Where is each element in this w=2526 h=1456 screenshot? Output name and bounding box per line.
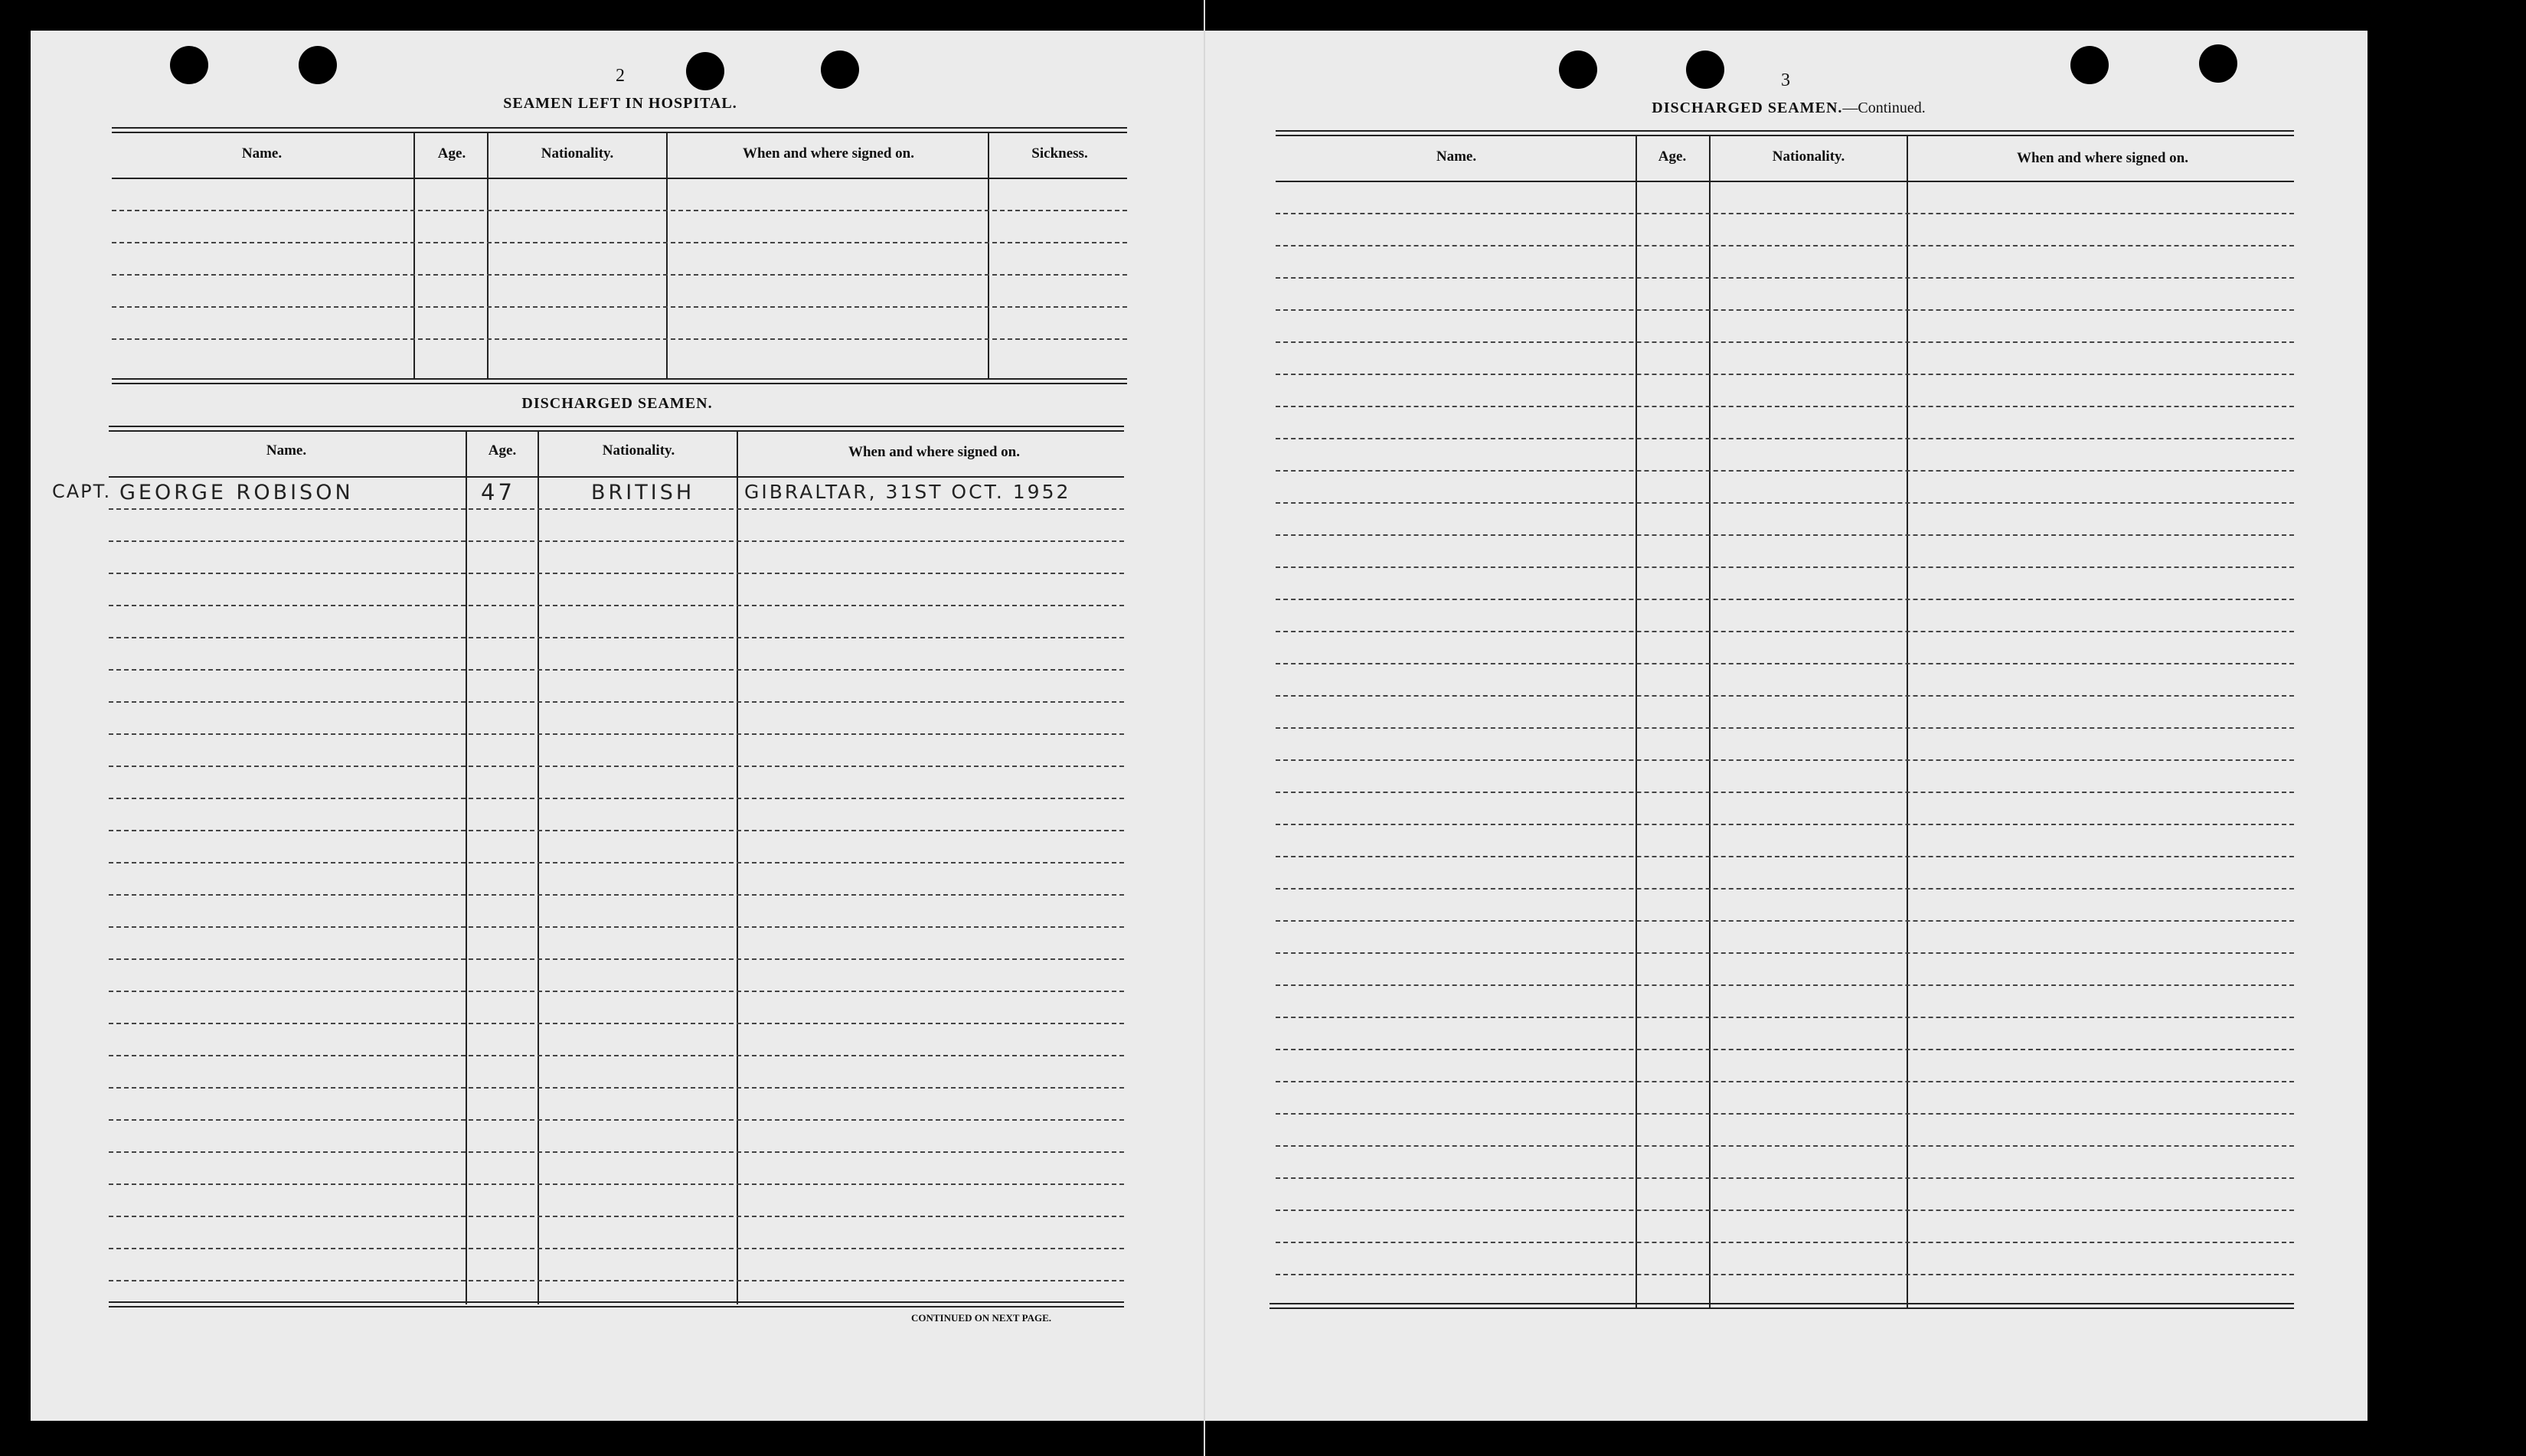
discharged-continued-title-main: DISCHARGED SEAMEN. bbox=[1652, 100, 1843, 116]
punch-hole bbox=[2070, 46, 2109, 84]
document-sheet bbox=[31, 31, 2368, 1421]
table-row bbox=[112, 306, 1127, 308]
punch-hole bbox=[686, 52, 724, 90]
table-row bbox=[112, 274, 1127, 276]
hospital-section-title: SEAMEN LEFT IN HOSPITAL. bbox=[503, 95, 737, 112]
hospital-col-age: Age. bbox=[437, 145, 466, 162]
page-number-left: 2 bbox=[616, 66, 625, 86]
name-cell: GEORGE ROBISON bbox=[119, 481, 354, 504]
punch-hole bbox=[2199, 44, 2237, 83]
continued-note: CONTINUED ON NEXT PAGE. bbox=[911, 1312, 1051, 1324]
discharged-col-nationality: Nationality. bbox=[602, 442, 675, 459]
table-row bbox=[112, 210, 1127, 211]
hospital-col-name: Name. bbox=[241, 145, 283, 162]
signed-on-cell: GIBRALTAR, 31ST OCT. 1952 bbox=[744, 481, 1071, 503]
punch-hole bbox=[1559, 51, 1597, 89]
punch-hole bbox=[299, 46, 337, 84]
punch-hole bbox=[1686, 51, 1724, 89]
hospital-col-nationality: Nationality. bbox=[541, 145, 614, 162]
continued-col-signed-on: When and where signed on. bbox=[2016, 150, 2189, 166]
name-prefix-cell: CAPT. bbox=[52, 481, 112, 502]
discharged-col-signed-on: When and where signed on. bbox=[848, 444, 1021, 460]
discharged-continued-title bbox=[1652, 100, 1926, 117]
continued-col-age: Age. bbox=[1658, 149, 1687, 165]
discharged-col-age: Age. bbox=[488, 442, 517, 459]
page-fold bbox=[1204, 0, 1205, 1456]
hospital-col-signed-on: When and where signed on. bbox=[742, 145, 915, 162]
continued-col-nationality: Nationality. bbox=[1772, 149, 1845, 165]
table-row bbox=[112, 242, 1127, 243]
age-cell: 47 bbox=[481, 479, 515, 505]
hospital-col-sickness: Sickness. bbox=[1031, 145, 1088, 162]
punch-hole bbox=[170, 46, 208, 84]
continued-col-name: Name. bbox=[1436, 149, 1477, 165]
table-row bbox=[112, 338, 1127, 340]
discharged-section-title: DISCHARGED SEAMEN. bbox=[521, 395, 713, 412]
discharged-col-name: Name. bbox=[266, 442, 307, 459]
page-number-right: 3 bbox=[1781, 70, 1790, 90]
discharged-continued-title-suffix: —Continued. bbox=[1842, 100, 1926, 116]
nationality-cell: BRITISH bbox=[591, 481, 695, 504]
punch-hole bbox=[821, 51, 859, 89]
